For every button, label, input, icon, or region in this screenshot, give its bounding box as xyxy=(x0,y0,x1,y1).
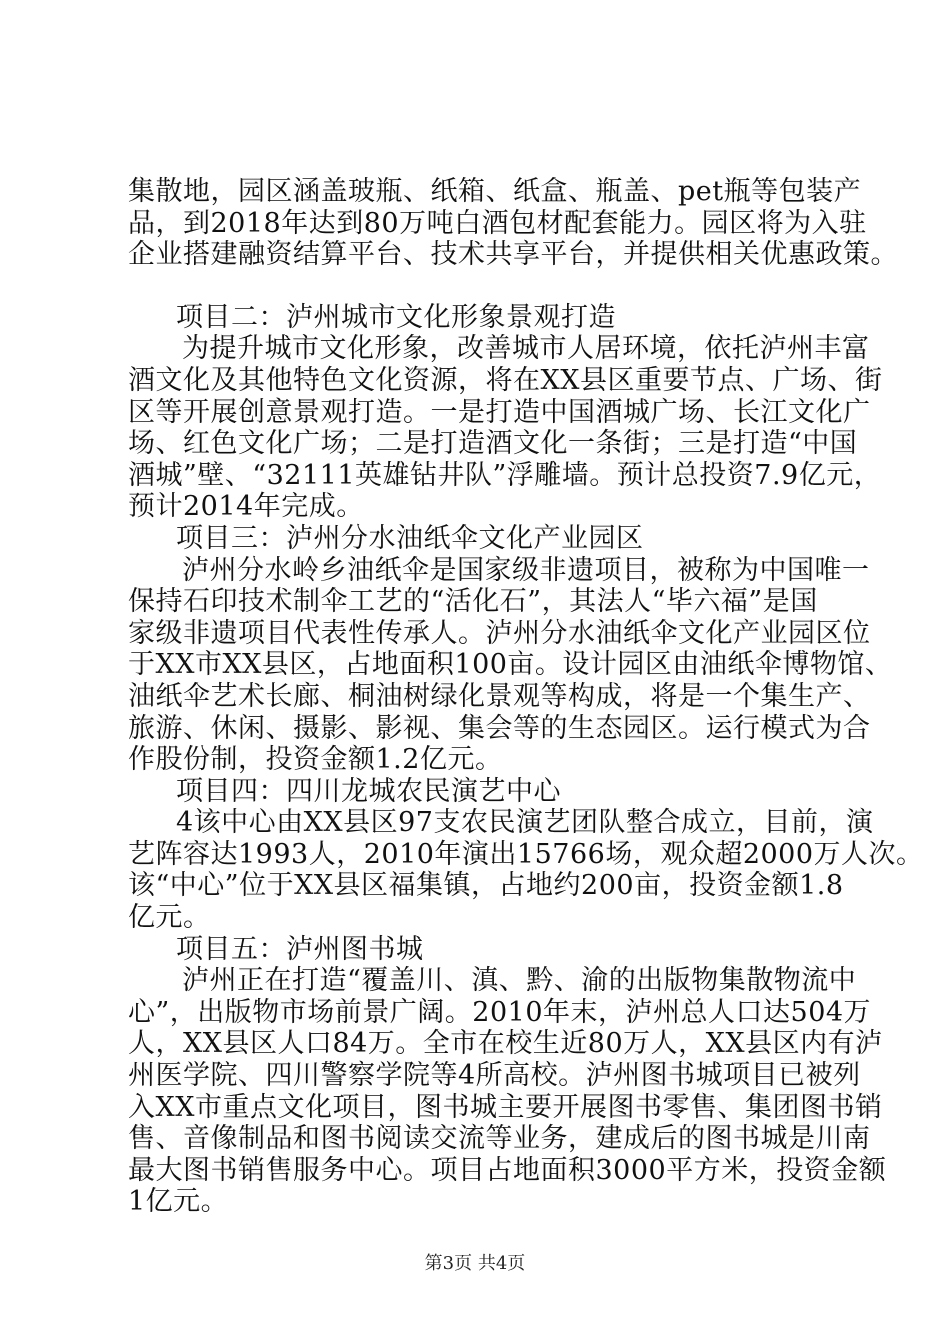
text-line: 4该中心由XX县区97支农民演艺团队整合成立，目前，演 xyxy=(176,807,874,839)
text-line: 亿元。 xyxy=(128,902,211,934)
section-heading-project5: 项目五：泸州图书城 xyxy=(176,933,424,965)
text-line: 酒城”壁、“32111英雄钻井队”浮雕墙。预计总投资7.9亿元， xyxy=(128,459,882,491)
paragraph-project3 xyxy=(128,554,893,776)
text-line: 艺阵容达1993人，2010年演出15766场，观众超2000万人次。 xyxy=(128,838,924,870)
section-heading-project4: 项目四：四川龙城农民演艺中心 xyxy=(176,775,561,807)
text-line: 企业搭建融资结算平台、技术共享平台，并提供相关优惠政策。 xyxy=(128,239,898,271)
paragraph-intro xyxy=(128,176,898,271)
text-line: 泸州正在打造“覆盖川、滇、黔、渝的出版物集散物流中 xyxy=(182,965,857,997)
text-line: 入XX市重点文化项目，图书城主要开展图书零售、集团图书销 xyxy=(128,1091,883,1123)
text-line: 家级非遗项目代表性传承人。泸州分水油纸伞文化产业园区位 xyxy=(128,617,871,649)
paragraph-gap xyxy=(128,271,828,302)
text-line: 预计2014年完成。 xyxy=(128,491,364,523)
text-line: 集散地，园区涵盖玻瓶、纸箱、纸盒、瓶盖、pet瓶等包装产 xyxy=(128,176,862,207)
text-line: 场、红色文化广场；二是打造酒文化一条街；三是打造“中国 xyxy=(128,428,858,460)
text-line: 售、音像制品和图书阅读交流等业务，建成后的图书城是川南 xyxy=(128,1123,871,1155)
paragraph-project2 xyxy=(128,333,883,523)
text-line: 品，到2018年达到80万吨白酒包材配套能力。园区将为入驻 xyxy=(128,207,867,239)
text-line: 旅游、休闲、摄影、影视、集会等的生态园区。运行模式为合 xyxy=(128,712,871,744)
text-line: 该“中心”位于XX县区福集镇，占地约200亩，投资金额1.8 xyxy=(128,870,844,902)
text-line: 区等开展创意景观打造。一是打造中国酒城广场、长江文化广 xyxy=(128,396,871,428)
text-line: 1亿元。 xyxy=(128,1186,229,1218)
text-line: 于XX市XX县区，占地面积100亩。设计园区由油纸伞博物馆、 xyxy=(128,649,893,681)
page-number-footer: 第3页 共4页 xyxy=(424,1253,526,1274)
document-body xyxy=(128,176,924,1218)
text-line: 心”，出版物市场前景广阔。2010年末，泸州总人口达504万 xyxy=(128,996,872,1028)
text-line: 作股份制，投资金额1.2亿元。 xyxy=(128,744,503,776)
section-heading-project2: 项目二：泸州城市文化形象景观打造 xyxy=(176,301,616,333)
paragraph-project5 xyxy=(128,965,887,1218)
text-line: 州医学院、四川警察学院等4所高校。泸州图书城项目已被列 xyxy=(128,1060,861,1092)
section-heading-project3: 项目三：泸州分水油纸伞文化产业园区 xyxy=(176,522,644,554)
text-line: 人，XX县区人口84万。全市在校生近80万人，XX县区内有泸 xyxy=(128,1028,883,1060)
text-line: 保持石印技术制伞工艺的“活化石”，其法人“毕六福”是国 xyxy=(128,586,818,618)
text-line: 酒文化及其他特色文化资源，将在XX县区重要节点、广场、街 xyxy=(128,364,883,396)
text-line: 为提升城市文化形象，改善城市人居环境，依托泸州丰富 xyxy=(182,333,870,365)
text-line: 最大图书销售服务中心。项目占地面积3000平方米，投资金额 xyxy=(128,1154,887,1186)
paragraph-project4 xyxy=(128,807,924,934)
text-line: 油纸伞艺术长廊、桐油树绿化景观等构成，将是一个集生产、 xyxy=(128,680,871,712)
text-line: 泸州分水岭乡油纸伞是国家级非遗项目，被称为中国唯一 xyxy=(182,554,870,586)
